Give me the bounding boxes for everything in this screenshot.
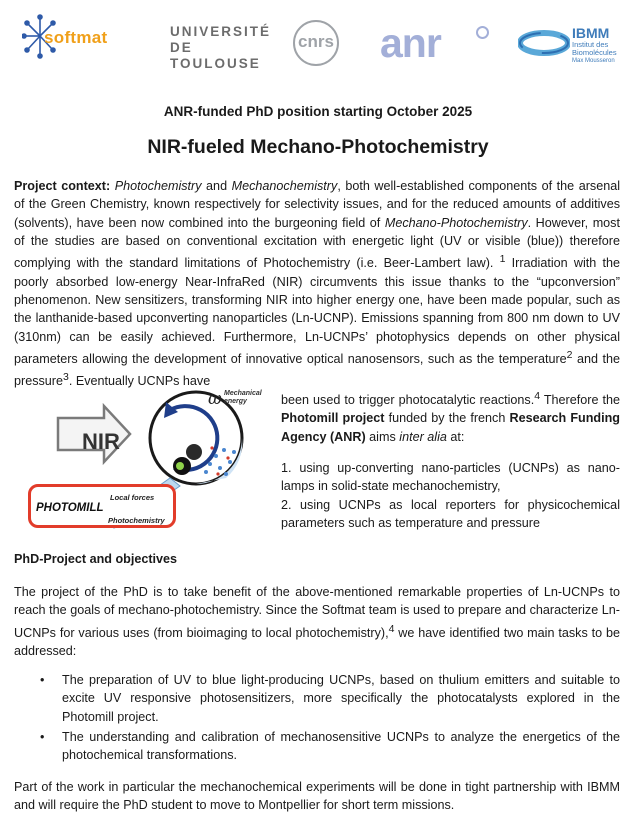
term-mechano-photochemistry: Mechano-Photochemistry (384, 215, 528, 230)
context-text: been used to trigger photocatalytic reactions. (281, 393, 535, 408)
photomill-project-term: Photomill project (281, 411, 385, 426)
context-text: Therefore the (540, 393, 620, 408)
nir-label: NIR (82, 429, 120, 454)
mechanical-energy-label (224, 390, 262, 406)
closing-paragraph: Part of the work in particular the mechanochemical experiments will be done in tight partnership with IBMM and will require the PhD student to move to Montpellier for short term missions. (14, 780, 620, 813)
anr-agency-term: Research Funding Agency (ANR) (281, 411, 620, 444)
omega-symbol: ω (208, 389, 222, 409)
task-text: The understanding and calibration of mechanosensitive UCNPs to analyze the energetics of the photochemical transformations. (62, 729, 620, 763)
cnrs-logo: cnrs (293, 20, 339, 66)
task-text: The preparation of UV to blue light-producing UCNPs, based on thulium emitters and suitable to excite UV responsive photosensitizers, more specifically the photocatalysts explored in the Photomill project. (62, 673, 620, 724)
term-photochemistry: Photochemistry (114, 179, 202, 193)
aims-list (281, 459, 620, 532)
context-text: funded by the french (384, 411, 510, 426)
milling-ball-icon (186, 444, 202, 460)
page-title: NIR-fueled Mechano-Photochemistry (147, 136, 489, 158)
ibmm-subtitle: Institut des Biomolécules (572, 40, 617, 57)
reference-1: 1 (499, 253, 506, 266)
context-text: . However, most of the studies are based on conventional excitation with energetic light (UV or visible (blue)) therefore complying with the standard limitations of Photochemistry (i.e. Beer-Lambert law). (14, 215, 620, 271)
ibmm-ring-icon (518, 30, 570, 56)
softmat-logo (22, 12, 132, 60)
task-item (14, 671, 620, 726)
project-context-label: Project context: (14, 179, 111, 193)
ibmm-logo (572, 26, 634, 65)
universite-toulouse-logo (170, 24, 285, 72)
objectives-heading: PhD-Project and objectives (14, 552, 178, 566)
term-mechanochemistry: Mechanochemistry (231, 179, 338, 193)
objectives-text: we have identified two main tasks to be addressed: (14, 625, 620, 659)
anr-logo: anr (380, 20, 441, 66)
bullet-icon: • (40, 673, 45, 687)
objectives-text: The project of the PhD is to take benefit of the above-mentioned remarkable properties of Ln-UCNPs to reach the goals of mechano-photochemistry. Since the Softmat team is used to prepare and characterize Ln-UCNPs for various uses (from bioimaging to local photochemistry), (14, 585, 620, 640)
context-text: and the pressure (14, 352, 620, 389)
position-subtitle: ANR-funded PhD position starting October 2025 (163, 104, 473, 119)
logo-bar (0, 0, 636, 80)
photomill-paragraph (281, 387, 620, 446)
mechanical-label: Mechanical (224, 390, 262, 397)
anr-registered-icon (476, 26, 489, 39)
reference-2: 2 (566, 348, 573, 361)
photomill-label: PHOTOMILL (36, 502, 104, 514)
ibmm-subtitle-2: Max Mousseron (572, 58, 615, 64)
inter-alia-term: inter alia (399, 429, 447, 444)
bullet-icon: • (40, 729, 45, 744)
context-text: and (201, 179, 232, 193)
context-text: Irradiation with the poorly absorbed low-energy Near-InfraRed (NIR) circumvents this issue thanks to the “upconversion” phenomenon. New sensitizers, transforming NIR into higher energy one, have been made popular, such as the lanthanide-based upconverting nanoparticles (Ln-UCNP). Emissions spanning from 800 nm down to UV (310nm) can be easily achieved. Furthermore, Ln-UCNPs’ photophysics depends on other physical parameters allowing the development of innovative optical nanosensors, such as the temperature (14, 256, 620, 367)
toulouse-line: DE TOULOUSE (170, 40, 261, 71)
local-forces-label: Local forces (110, 493, 155, 502)
context-text: , both well-established components of the arsenal of the Green Chemistry, known respectively for selectivity issues, and for the reduced amounts of additives (solvents), have been now combined into the burgeoning field of (14, 179, 620, 230)
context-text: . Eventually UCNPs have (68, 374, 211, 389)
project-context-paragraph (14, 177, 620, 391)
reference-4: 4 (388, 622, 395, 635)
reference-3: 3 (63, 371, 69, 384)
softmat-wordmark: softmat (44, 28, 108, 47)
universite-line: UNIVERSITÉ (170, 24, 272, 39)
context-text: aims (365, 429, 400, 444)
task-item (14, 728, 620, 765)
tasks-list (14, 671, 620, 766)
aim-item: 1. using up-converting nano-particles (UCNPs) as nano-lamps in solid-state mechanochemistry, (281, 461, 620, 494)
context-text: at: (446, 429, 465, 444)
photomill-figure (20, 386, 270, 532)
ibmm-title: IBMM (572, 25, 610, 41)
aim-item: 2. using UCNPs as local reporters for physicochemical parameters such as temperature and pressure (281, 497, 620, 530)
reference-4: 4 (534, 390, 541, 402)
photochemistry-label: Photochemistry (108, 516, 165, 525)
objectives-paragraph (14, 583, 620, 660)
energy-label: energy (224, 398, 247, 405)
